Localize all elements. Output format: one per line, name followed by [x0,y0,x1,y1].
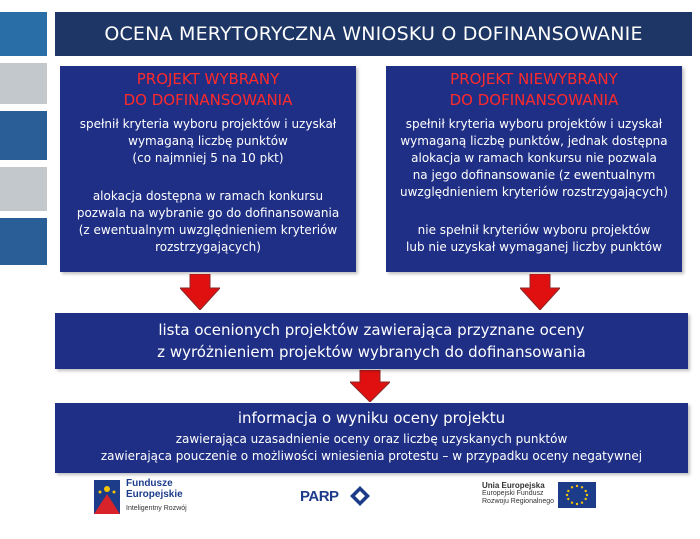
parp-logo [300,484,380,510]
evaluation-info-line-2: zawierająca pouczenie o możliwości wniesienia protestu – w przypadku oceny negatywnej [100,449,643,463]
eu-logo-line-3: Rozwoju Regionalnego [482,498,554,505]
evaluation-info-title: informacja o wyniku oceny projektu [237,409,506,427]
ranking-list-line-1: lista ocenionych projektów zawierająca przyznane oceny [158,321,585,339]
not-selected-para1-line-2: wymaganą liczbę punktów, jednak dostępna [400,134,668,148]
selected-title-line-2: DO DOFINANSOWANIA [123,91,293,109]
side-bar-1 [0,12,47,56]
evaluation-info-line-1: zawierająca uzasadnienie oceny oraz liczbę uzyskanych punktów [175,432,568,446]
ranking-list-box [55,313,688,369]
funds-logo-line-2: Europejskie [126,489,183,500]
not-selected-para1-line-5: uwzględnieniem kryteriów rozstrzygających) [400,185,668,199]
not-selected-allocation-text [386,116,682,201]
eu-logo-line-2: Europejski Fundusz [482,490,544,497]
selected-para1-line-2: wymaganą liczbę punktów [128,134,288,148]
funds-logo-line-3: Inteligentny Rozwój [126,505,187,512]
not-selected-para1-line-1: spełnił kryteria wyboru projektów i uzyskał [405,117,663,131]
not-selected-project-title [386,69,682,111]
selected-para2-line-4: rozstrzygających) [155,240,261,254]
page-title [55,12,692,56]
funds-logo-icon [94,480,120,514]
not-selected-para1-line-3: alokacja w ramach konkursu nie pozwala [411,151,657,165]
not-selected-project-box [386,66,682,272]
ranking-list-line-2: z wyróżnieniem projektów wybranych do dofinansowania [157,343,586,361]
arrow-down-right [520,274,560,310]
funds-logo [94,478,204,518]
selected-allocation-text [60,188,356,256]
side-bar-5 [0,218,47,265]
selected-para2-line-1: alokacja dostępna w ramach konkursu [92,189,324,203]
eu-flag-icon [558,482,596,508]
selected-criteria-text [60,116,356,167]
eu-logo [482,482,602,512]
arrow-down-center [350,370,390,402]
eu-logo-line-1: Unia Europejska [482,481,545,490]
not-selected-title-line-1: PROJEKT NIEWYBRANY [450,70,618,88]
arrow-down-left [180,274,220,310]
funds-logo-line-1: Fundusze [126,478,173,489]
selected-project-box [60,66,356,272]
parp-logo-text: PARP [300,488,339,505]
selected-title-line-1: PROJEKT WYBRANY [136,70,280,88]
side-bar-3 [0,111,47,160]
selected-para1-line-3: (co najmniej 5 na 10 pkt) [132,151,284,165]
selected-para2-line-3: (z ewentualnym uwzględnieniem kryteriów [78,223,338,237]
selected-project-title [60,69,356,111]
not-selected-para1-line-4: na jego dofinansowanie (z ewentualnym [412,168,656,182]
not-selected-para2-line-2: lub nie uzyskał wymaganej liczby punktów [406,240,662,254]
side-bar-4 [0,167,47,211]
side-bar-2 [0,63,47,104]
parp-logo-icon [350,486,370,506]
not-selected-para2-line-1: nie spełnił kryteriów wyboru projektów [417,223,651,237]
not-selected-title-line-2: DO DOFINANSOWANIA [449,91,619,109]
not-selected-criteria-text [386,222,682,256]
page-title-text: OCENA MERYTORYCZNA WNIOSKU O DOFINANSOWANIE [104,23,643,45]
evaluation-info-box [55,403,688,473]
selected-para1-line-1: spełnił kryteria wyboru projektów i uzyskał [79,117,337,131]
selected-para2-line-2: pozwala na wybranie go do dofinansowania [76,206,340,220]
